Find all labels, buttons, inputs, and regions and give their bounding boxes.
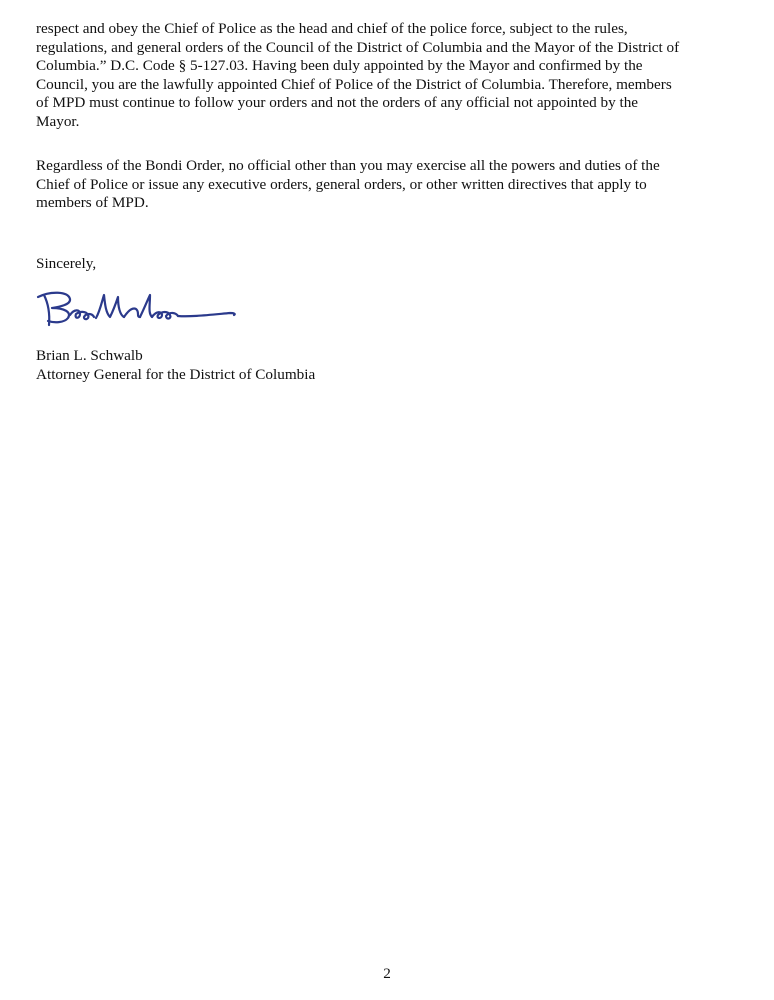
- closing-salutation: Sincerely,: [36, 255, 97, 272]
- paragraph-line: Chief of Police or issue any executive orders, general orders, or other written directives that apply to: [36, 175, 647, 193]
- body-paragraph-2: [36, 157, 738, 213]
- paragraph-line: respect and obey the Chief of Police as the head and chief of the police force, subject to the rules,: [36, 20, 628, 37]
- signer-block: [36, 347, 315, 384]
- signer-name: Brian L. Schwalb: [36, 347, 143, 364]
- body-paragraph-1: [36, 20, 738, 131]
- paragraph-line: of MPD must continue to follow your orders and not the orders of any official not appointed by the: [36, 94, 639, 111]
- paragraph-line: Regardless of the Bondi Order, no official other than you may exercise all the powers and duties of the: [36, 157, 660, 174]
- paragraph-line: Mayor.: [36, 112, 80, 130]
- paragraph-line: Council, you are the lawfully appointed Chief of Police of the District of Columbia. Therefore, members: [36, 75, 672, 93]
- paragraph-line: Columbia.” D.C. Code § 5-127.03. Having been duly appointed by the Mayor and confirmed by the: [36, 57, 643, 74]
- signer-title: Attorney General for the District of Columbia: [36, 365, 316, 383]
- paragraph-line: regulations, and general orders of the Council of the District of Columbia and the Mayor of the District of: [36, 38, 680, 56]
- handwritten-signature: [30, 281, 245, 336]
- page-number: 2: [383, 965, 391, 982]
- paragraph-line: members of MPD.: [36, 194, 149, 211]
